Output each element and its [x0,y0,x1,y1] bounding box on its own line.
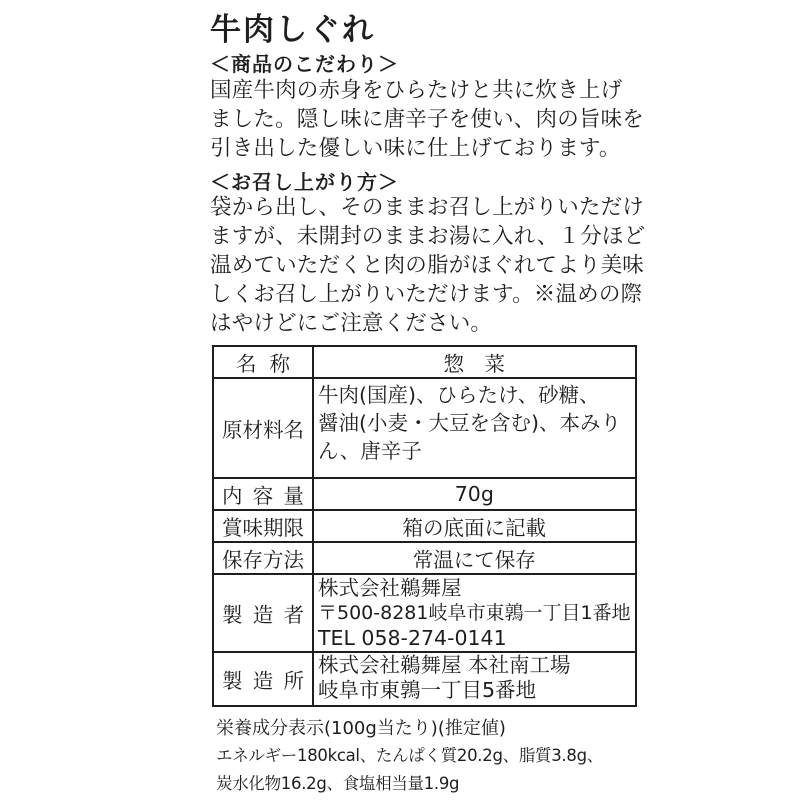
features-line: 国産牛肉の赤身をひらたけと共に炊き上げ [210,78,623,103]
content-label-char: 容 [252,484,274,508]
manufacturer-line: 〒500-8281岐阜市東鶉一丁目1番地 [318,602,631,624]
section-heading-how-to-eat: ＜お召し上がり方＞ [210,170,399,194]
manufacturer-line: TEL 058-274-0141 [318,626,507,650]
manufacturer-label-cell [213,574,313,652]
table-row [213,542,636,574]
how-to-eat-line: ますが、未開封のままお湯に入れ、１分ほど [210,224,646,249]
name-label-cell [213,346,313,378]
name-label-char: 称 [269,352,290,376]
ingredients-line: 牛肉(国産)、ひらたけ、砂糖、 [318,383,600,407]
table-row [213,478,636,510]
nutrition-header: 栄養成分表示(100g当たり)(推定値) [216,718,506,739]
table-row [213,510,636,542]
factory-value [313,652,636,706]
factory-label-char: 製 [222,669,243,693]
table-row [213,652,636,706]
manufacturer-value [313,574,636,652]
factory-line: 岐阜市東鶉一丁目5番地 [318,678,537,702]
expiry-label: 賞味期限 [213,510,313,542]
product-title: 牛肉しぐれ [210,12,375,48]
content-label-cell [213,478,313,510]
factory-label-cell [213,652,313,706]
nutrition-line: エネルギー180kcal、たんぱく質20.2g、脂質3.8g、 [216,746,603,765]
content-value: 70g [313,478,636,510]
manufacturer-label-char: 者 [283,603,304,627]
how-to-eat-line: 袋から出し、そのままお召し上がりいただけ [210,195,645,220]
how-to-eat-line: 温めていただくと肉の脂がほぐれてより美味 [210,253,645,278]
how-to-eat-line: しくお召し上がりいただけます。※温めの際 [210,282,643,307]
factory-line: 株式会社鵜舞屋 本社南工場 [318,653,571,677]
storage-label: 保存方法 [213,542,313,574]
manufacturer-label-char: 造 [252,603,274,627]
name-value: 惣 菜 [313,346,636,378]
ingredients-line: ん、唐辛子 [318,439,422,463]
expiry-value: 箱の底面に記載 [313,510,636,542]
content-label-char: 内 [222,484,243,508]
section-heading-features: ＜商品のこだわり＞ [210,52,399,76]
ingredients-value [313,378,636,478]
product-spec-table [212,345,637,707]
features-paragraph [210,76,644,163]
manufacturer-line: 株式会社鵜舞屋 [318,576,462,600]
how-to-eat-paragraph [210,193,645,338]
storage-value: 常温にて保存 [313,542,636,574]
factory-label-char: 所 [283,669,304,693]
table-row [213,346,636,378]
ingredients-line: 醤油(小麦・大豆を含む)、本みり [318,411,621,435]
content-label-char: 量 [283,484,304,508]
ingredients-label: 原材料名 [213,378,313,478]
manufacturer-label-char: 製 [222,603,243,627]
features-line: ました。隠し味に唐辛子を使い、肉の旨味を [210,107,645,132]
table-row [213,574,636,652]
how-to-eat-line: はやけどにご注意ください。 [210,311,493,336]
features-line: 引き出した優しい味に仕上げております。 [210,136,621,161]
nutrition-line: 炭水化物16.2g、食塩相当量1.9g [216,774,460,793]
table-row [213,378,636,478]
factory-label-char: 造 [252,669,274,693]
name-label-char: 名 [236,352,257,376]
